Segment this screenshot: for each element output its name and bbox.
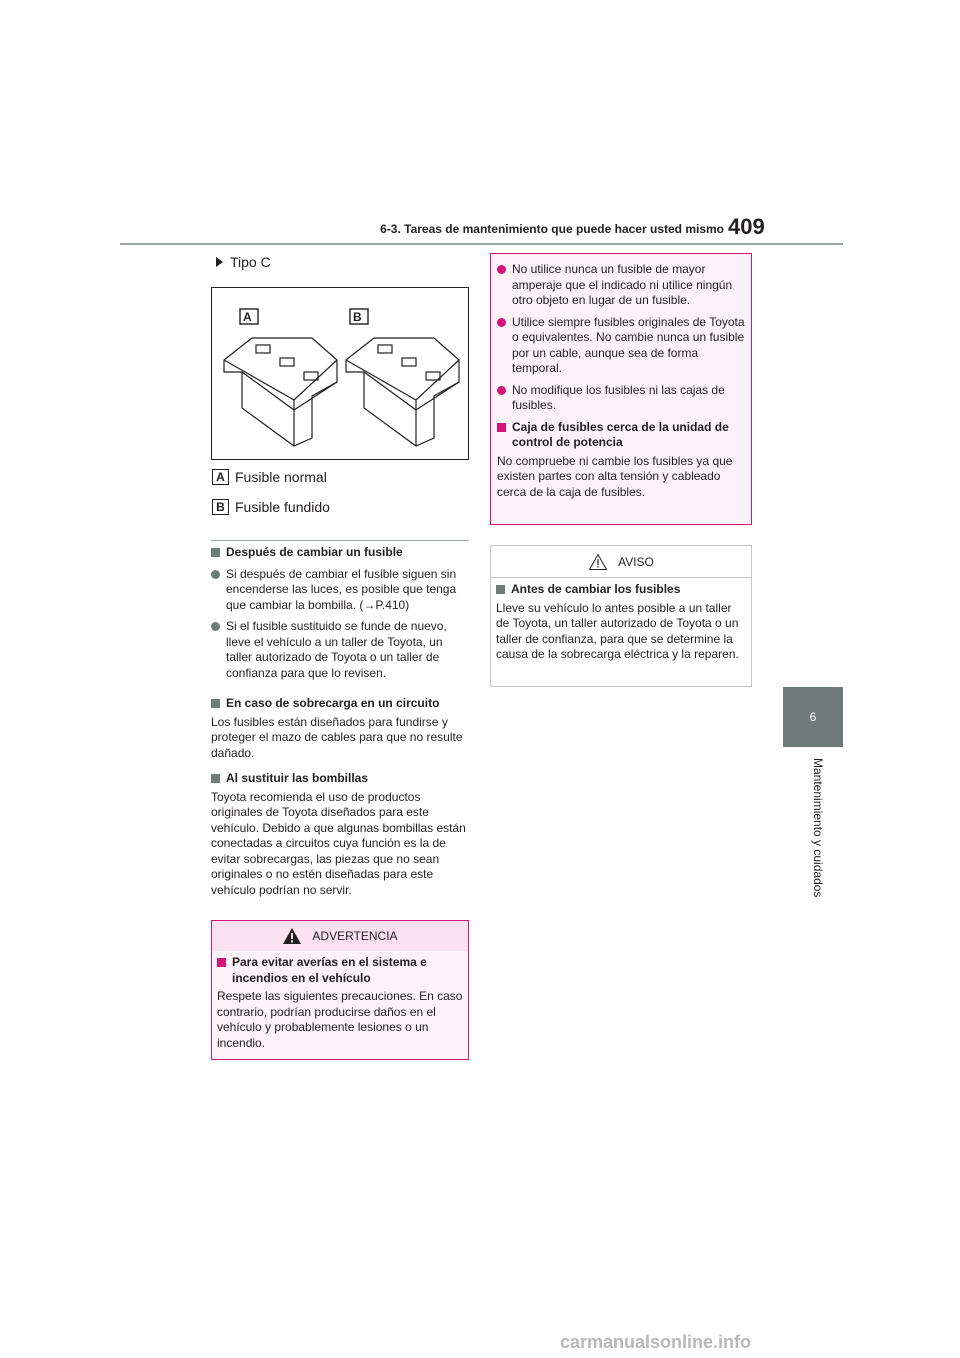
notice-title: AVISO — [618, 554, 654, 569]
list-item: Utilice siempre fusibles originales de Toyota o equivalentes. No cambie nunca un fusible por un cable, aunque sea de forma temporal. — [497, 315, 745, 377]
section-heading: En caso de sobrecarga en un circuito — [211, 696, 471, 712]
notice-heading: Antes de cambiar los fusibles — [496, 582, 746, 598]
warning-triangle-icon — [282, 927, 302, 945]
section-divider — [211, 540, 469, 541]
legend-item-a — [212, 469, 327, 485]
fuse-illustration — [211, 287, 469, 460]
warning-heading: Para evitar averías en el sistema e incendios en el vehículo — [217, 955, 463, 986]
round-bullet-icon — [211, 570, 220, 579]
list-item: No utilice nunca un fusible de mayor amperaje que el indicado ni utilice ningún otro objeto en lugar de un fusible. — [497, 262, 745, 309]
figure-type-label: Tipo C — [230, 254, 271, 270]
round-bullet-icon — [497, 265, 506, 274]
section-heading: Al sustituir las bombillas — [211, 771, 471, 787]
list-item: Si después de cambiar el fusible siguen sin encenderse las luces, es posible que tenga que cambiar la bombilla. (→P.410) — [211, 567, 471, 614]
legend-tag: B — [212, 499, 229, 515]
square-bullet-icon — [497, 423, 506, 432]
arrow-bullet-icon — [216, 257, 223, 267]
footer-watermark: carmanualsonline.info — [560, 1332, 752, 1352]
notice-header — [491, 546, 751, 578]
svg-text:A: A — [243, 310, 252, 324]
round-bullet-icon — [497, 386, 506, 395]
section-after-change — [211, 545, 471, 681]
section-overload — [211, 696, 471, 761]
square-bullet-icon — [217, 958, 226, 967]
legend-tag: A — [212, 469, 229, 485]
section-heading: Caja de fusibles cerca de la unidad de control de potencia — [497, 420, 745, 451]
notice-body — [491, 578, 751, 667]
square-bullet-icon — [211, 699, 220, 708]
legend-text: Fusible normal — [235, 469, 327, 485]
warning-box — [211, 920, 469, 1060]
svg-text:B: B — [353, 310, 362, 324]
page-number: 409 — [728, 214, 765, 239]
notice-text: Lleve su vehículo lo antes posible a un taller de Toyota, un taller autorizado de Toyota o un taller de confianza, para que se determine la causa de la sobrecarga eléctrica y la reparen. — [496, 600, 739, 661]
warning-header — [212, 921, 468, 951]
warning-body — [212, 951, 468, 1059]
chapter-number: 6 — [809, 710, 817, 724]
fuse-drawing-icon — [212, 288, 468, 459]
notice-box — [490, 545, 752, 687]
round-bullet-icon — [497, 318, 506, 327]
section-bulbs — [211, 771, 471, 898]
header-divider — [120, 243, 843, 245]
warning-text: Respete las siguientes precauciones. En caso contrario, podrían producirse daños en el vehículo y probablemente lesiones o un incendio. — [217, 989, 463, 1050]
figure-type-heading — [216, 254, 271, 270]
list-item: Si el fusible sustituido se funde de nuevo, lleve el vehículo a un taller de Toyota, un taller autorizado de Toyota o un taller de confianza para que lo revisen. — [211, 619, 471, 681]
section-text: Los fusibles están diseñados para fundirse y proteger el mazo de cables para que no resulte dañado. — [211, 714, 463, 760]
chapter-label: Mantenimiento y cuidados — [811, 758, 825, 898]
list-item: No modifique los fusibles ni las cajas de fusibles. — [497, 383, 745, 414]
round-bullet-icon — [211, 622, 220, 631]
square-bullet-icon — [211, 548, 220, 557]
chapter-tab[interactable] — [783, 687, 843, 747]
square-bullet-icon — [496, 585, 505, 594]
warning-title: ADVERTENCIA — [312, 929, 398, 943]
warning-continued-box — [490, 253, 752, 525]
square-bullet-icon — [211, 774, 220, 783]
section-title: 6-3. Tareas de mantenimiento que puede hacer usted mismo — [380, 222, 724, 236]
legend-item-b — [212, 499, 330, 515]
section-heading: Después de cambiar un fusible — [211, 545, 471, 561]
legend-text: Fusible fundido — [235, 499, 330, 515]
caution-triangle-icon — [588, 553, 608, 571]
section-text: No compruebe ni cambie los fusibles ya que existen partes con alta tensión y cableado cerca de la caja de fusibles. — [497, 453, 733, 499]
section-text: Toyota recomienda el uso de productos originales de Toyota diseñados para este vehículo. Debido a que algunas bombillas están conectadas a circuitos cuya función es la de evitar sobrecargas, las piezas que no sean originales o no estén diseñadas para este vehículo podrían no servir. — [211, 789, 466, 897]
